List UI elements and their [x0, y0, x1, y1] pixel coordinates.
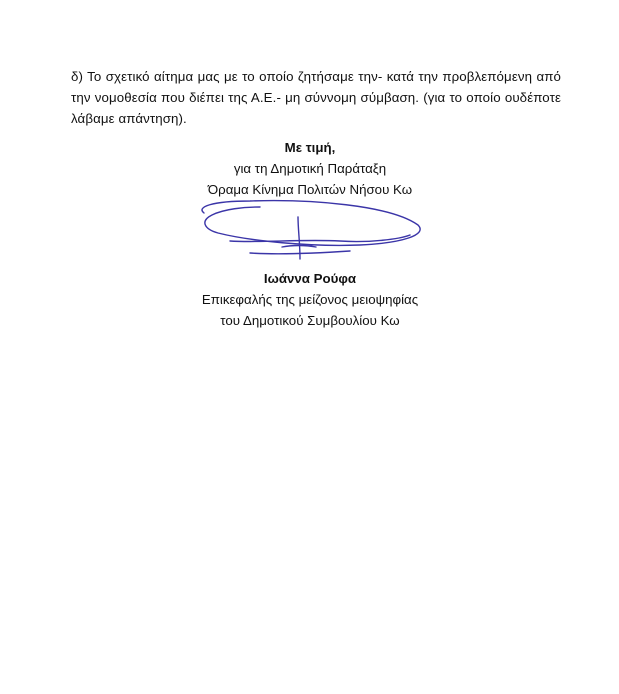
faction-name: Όραμα Κίνημα Πολιτών Νήσου Κω	[207, 182, 413, 197]
handwritten-signature	[190, 195, 430, 265]
signer-block	[160, 268, 460, 331]
on-behalf-line: για τη Δημοτική Παράταξη	[233, 161, 387, 176]
closing-block	[160, 137, 460, 200]
signer-title-line2: του Δημοτικού Συμβουλίου Κω	[220, 313, 400, 328]
signer-title-line1: Επικεφαλής της μείζονος μειοψηφίας	[201, 292, 419, 307]
salutation: Με τιμή,	[284, 140, 336, 155]
paragraph-d: δ) Το σχετικό αίτημα μας με το οποίο ζητήσαμε την- κατά την προβλεπόμενη από την νομοθεσία που διέπει της Α.Ε.- μη σύννομη σύμβαση. (για το οποίο ουδέποτε λάβαμε απάντηση).	[71, 69, 561, 126]
signer-name: Ιωάννα Ρούφα	[263, 271, 357, 286]
